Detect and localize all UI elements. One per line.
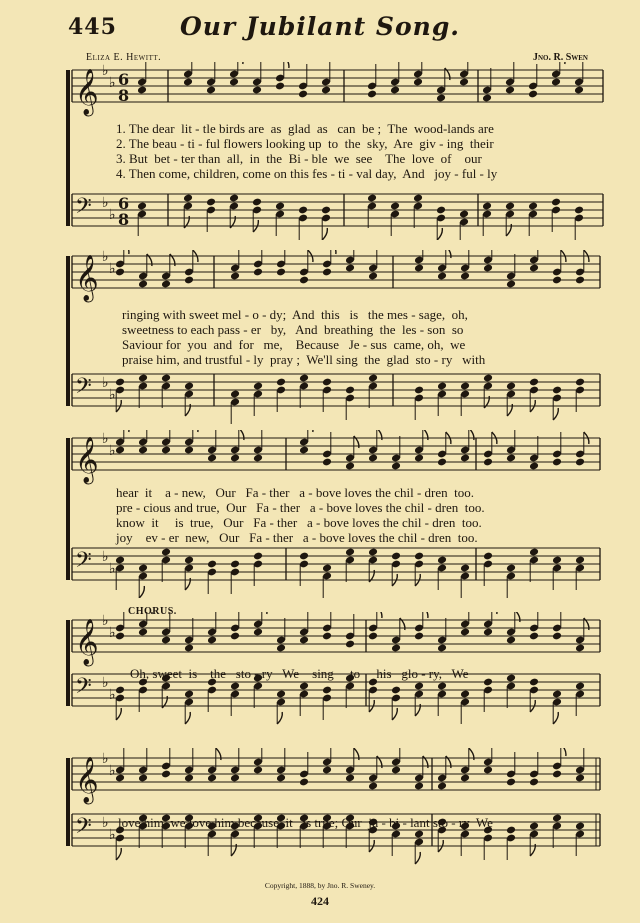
note-head	[437, 382, 447, 391]
note-head	[529, 548, 539, 557]
note-head	[483, 628, 493, 637]
note-head	[184, 446, 194, 455]
note-head	[552, 556, 562, 565]
note-head	[505, 202, 515, 211]
flat-icon: ♭	[102, 250, 109, 265]
note-head	[529, 678, 539, 687]
note-head	[230, 390, 240, 399]
note-head	[184, 382, 194, 391]
note-head	[138, 374, 148, 383]
note-head	[322, 458, 332, 467]
flat-icon: ♭	[102, 195, 109, 211]
treble-clef-icon: 𝄞	[75, 69, 99, 115]
time-signature-bottom: 8	[118, 210, 130, 229]
note-head	[252, 198, 262, 207]
treble-clef-icon: 𝄞	[75, 619, 99, 665]
note-head	[414, 782, 424, 791]
note-head	[321, 86, 331, 95]
note-flag	[284, 62, 289, 68]
note-head	[460, 272, 470, 281]
note-head	[460, 454, 470, 463]
note-head	[137, 86, 147, 95]
lyric-line: hear it a - new, Our Fa - ther a - bove loves the chil - dren too.	[116, 485, 474, 500]
note-head	[138, 628, 148, 637]
note-head	[529, 462, 539, 471]
note-head	[299, 374, 309, 383]
bass-clef-icon: 𝄢	[75, 674, 92, 704]
note-head	[506, 280, 516, 289]
note-head	[414, 264, 424, 273]
note-head	[138, 280, 148, 289]
note-head	[552, 458, 562, 467]
note-head	[437, 782, 447, 791]
note-head	[184, 690, 194, 699]
note-head	[367, 90, 377, 99]
note-head	[575, 644, 585, 653]
note-head	[322, 268, 332, 277]
lyric-line: ringing with sweet mel - o - dy; And this is the mes - sage, oh,	[122, 307, 468, 322]
note-flag	[308, 430, 313, 432]
note-head	[391, 462, 401, 471]
note-head	[299, 636, 309, 645]
note-flag	[377, 612, 382, 618]
hymn-number: 445	[68, 14, 117, 40]
note-head	[552, 276, 562, 285]
note-head	[483, 552, 493, 561]
note-head	[459, 78, 469, 87]
note-head	[414, 386, 424, 395]
note-head	[115, 268, 125, 277]
note-head	[460, 690, 470, 699]
note-head	[206, 86, 216, 95]
note-head	[161, 446, 171, 455]
treble-clef-icon: 𝄞	[75, 255, 99, 301]
note-head	[184, 774, 194, 783]
note-flag	[446, 250, 451, 258]
lyric-line: Saviour for you and for me, Because Je - sus came, oh, we	[122, 337, 466, 352]
note-head	[437, 458, 447, 467]
note-head	[506, 454, 516, 463]
note-head	[529, 778, 539, 787]
note-head	[414, 682, 424, 691]
note-flag	[423, 612, 428, 618]
note-head	[506, 636, 516, 645]
note-head	[321, 206, 331, 215]
note-head	[253, 766, 263, 775]
flat-icon: ♭	[109, 625, 116, 641]
treble-clef-icon: 𝄞	[75, 437, 99, 483]
lyric-line: know it is true, Our Fa - ther a - bove loves the chil - dren too.	[116, 515, 482, 530]
note-head	[115, 378, 125, 387]
note-head	[298, 90, 308, 99]
note-head	[345, 462, 355, 471]
note-head	[552, 632, 562, 641]
note-flag	[193, 430, 198, 432]
note-head	[345, 386, 355, 395]
note-head	[230, 454, 240, 463]
note-flag	[392, 708, 397, 720]
note-head	[482, 202, 492, 211]
note-head	[298, 206, 308, 215]
flat-icon: ♭	[109, 763, 116, 779]
bass-clef-icon: 𝄢	[75, 814, 92, 844]
note-head	[161, 374, 171, 383]
note-head	[413, 78, 423, 87]
note-head	[276, 644, 286, 653]
note-head	[575, 458, 585, 467]
note-head	[460, 628, 470, 637]
note-head	[575, 822, 585, 831]
note-head	[275, 82, 285, 91]
lyric-line: sweetness to each pass - er by, And breathing the les - son so	[122, 322, 464, 337]
chorus-label: CHORUS.	[128, 606, 177, 617]
flat-icon: ♭	[109, 207, 116, 223]
note-flag	[322, 228, 327, 240]
composer-credit: Jno. R. Swen	[532, 52, 588, 63]
treble-clef-icon: 𝄞	[75, 757, 99, 803]
time-signature-top: 6	[118, 70, 130, 89]
lyric-line: 3. But bet - ter than all, in the Bi - ble we see The love of our	[116, 151, 482, 166]
note-head	[506, 382, 516, 391]
note-head	[551, 78, 561, 87]
note-head	[529, 378, 539, 387]
note-head	[574, 86, 584, 95]
note-head	[575, 556, 585, 565]
note-head	[437, 272, 447, 281]
note-head	[368, 454, 378, 463]
flat-icon: ♭	[102, 675, 109, 691]
note-head	[483, 458, 493, 467]
note-head	[230, 272, 240, 281]
flat-icon: ♭	[102, 549, 109, 565]
lyric-line: love him, we love him because it is true; Our ju - bi - lant sto - ry We	[118, 815, 493, 830]
flat-icon: ♭	[109, 387, 116, 403]
note-head	[460, 774, 470, 783]
note-head	[115, 774, 125, 783]
note-head	[483, 374, 493, 383]
bass-clef-icon: 𝄢	[75, 374, 92, 404]
note-head	[391, 766, 401, 775]
note-head	[506, 674, 516, 683]
note-head	[276, 268, 286, 277]
note-head	[390, 86, 400, 95]
lyric-line: 4. Then come, children, come on this fes - ti - val day, And joy - ful - ly	[116, 166, 498, 181]
note-head	[115, 556, 125, 565]
note-head	[574, 206, 584, 215]
note-head	[391, 644, 401, 653]
note-head	[229, 194, 239, 203]
note-head	[528, 90, 538, 99]
note-flag	[238, 62, 243, 64]
note-head	[161, 548, 171, 557]
note-head	[483, 766, 493, 775]
flat-icon: ♭	[102, 431, 109, 447]
note-head	[161, 280, 171, 289]
lyric-line: 2. The beau - ti - ful flowers looking up to the sky, Are giv - ing their	[116, 136, 494, 151]
note-flag	[139, 586, 144, 598]
note-head	[368, 374, 378, 383]
note-head	[183, 194, 193, 203]
note-flag	[553, 712, 558, 724]
note-head	[414, 830, 424, 839]
note-head	[138, 774, 148, 783]
time-signature-top: 6	[118, 194, 130, 213]
note-head	[506, 778, 516, 787]
note-head	[575, 378, 585, 387]
note-head	[253, 454, 263, 463]
note-head	[345, 774, 355, 783]
note-head	[551, 198, 561, 207]
note-head	[552, 814, 562, 823]
note-head	[437, 644, 447, 653]
note-head	[230, 632, 240, 641]
lyric-line: praise him, and trustful - ly pray ; We'll sing the glad sto - ry with	[122, 352, 486, 367]
music-system-5	[0, 748, 640, 880]
note-flag	[277, 712, 282, 724]
flat-icon: ♭	[102, 815, 109, 831]
note-head	[368, 632, 378, 641]
note-head	[276, 378, 286, 387]
lyricist-credit: Eliza E. Hewitt.	[86, 52, 162, 63]
note-flag	[116, 848, 121, 860]
note-head	[483, 264, 493, 273]
note-head	[345, 548, 355, 557]
note-head	[414, 632, 424, 641]
note-head	[437, 682, 447, 691]
note-head	[414, 552, 424, 561]
note-head	[505, 86, 515, 95]
note-flag	[116, 708, 121, 720]
note-flag	[553, 408, 558, 420]
note-head	[459, 210, 469, 219]
note-head	[413, 194, 423, 203]
page-number: 424	[311, 894, 329, 908]
note-head	[276, 690, 286, 699]
note-head	[368, 548, 378, 557]
flat-icon: ♭	[102, 751, 109, 767]
note-head	[414, 454, 424, 463]
note-head	[230, 560, 240, 569]
note-flag	[124, 430, 129, 432]
note-head	[529, 822, 539, 831]
lyric-line: 1. The dear lit - tle birds are as glad as can be ; The wood-lands are	[116, 121, 494, 136]
note-head	[253, 628, 263, 637]
lyric-line: pre - cious and true, Our Fa - ther a - bove loves the chil - dren too.	[116, 500, 485, 515]
note-head	[552, 690, 562, 699]
note-head	[345, 264, 355, 273]
note-head	[230, 774, 240, 783]
note-head	[436, 206, 446, 215]
note-head	[367, 194, 377, 203]
flat-icon: ♭	[109, 75, 116, 91]
note-head	[575, 774, 585, 783]
note-head	[529, 264, 539, 273]
note-head	[506, 564, 516, 573]
note-head	[299, 552, 309, 561]
note-head	[252, 86, 262, 95]
note-head	[207, 560, 217, 569]
note-head	[184, 276, 194, 285]
note-head	[528, 202, 538, 211]
note-head	[322, 378, 332, 387]
note-head	[276, 774, 286, 783]
note-head	[322, 564, 332, 573]
note-head	[575, 682, 585, 691]
note-flag	[185, 712, 190, 724]
note-head	[138, 446, 148, 455]
flat-icon: ♭	[109, 261, 116, 277]
note-flag	[262, 612, 267, 614]
note-head	[184, 556, 194, 565]
note-head	[299, 276, 309, 285]
note-head	[206, 198, 216, 207]
note-head	[368, 272, 378, 281]
note-head	[506, 826, 516, 835]
note-head	[483, 678, 493, 687]
note-head	[391, 552, 401, 561]
note-head	[115, 632, 125, 641]
note-head	[161, 636, 171, 645]
note-head	[183, 78, 193, 87]
flat-icon: ♭	[109, 687, 116, 703]
note-flag	[124, 250, 129, 254]
note-head	[253, 552, 263, 561]
note-head	[115, 446, 125, 455]
bass-clef-icon: 𝄢	[75, 194, 92, 224]
note-flag	[415, 852, 420, 864]
note-head	[368, 782, 378, 791]
note-head	[253, 382, 263, 391]
note-head	[275, 202, 285, 211]
flat-icon: ♭	[102, 613, 109, 629]
note-flag	[561, 748, 566, 756]
note-head	[207, 636, 217, 645]
note-head	[299, 682, 309, 691]
note-head	[207, 774, 217, 783]
note-head	[161, 770, 171, 779]
note-head	[138, 564, 148, 573]
note-head	[460, 382, 470, 391]
note-head	[229, 78, 239, 87]
copyright-notice: Copyright, 1888, by Jno. R. Sweney.	[264, 881, 376, 890]
note-head	[322, 766, 332, 775]
note-flag	[331, 250, 336, 254]
note-head	[436, 94, 446, 103]
bass-clef-icon: 𝄢	[75, 548, 92, 578]
note-head	[299, 446, 309, 455]
note-head	[299, 778, 309, 787]
lyric-line: joy ev - er new, Our Fa - ther a - bove loves the chil - dren too.	[116, 530, 478, 545]
note-head	[552, 770, 562, 779]
note-head	[253, 268, 263, 277]
note-head	[575, 276, 585, 285]
note-head	[230, 682, 240, 691]
note-flag	[560, 62, 565, 64]
note-head	[391, 686, 401, 695]
note-head	[322, 632, 332, 641]
flat-icon: ♭	[102, 375, 109, 391]
hymn-title: Our Jubilant Song.	[179, 12, 461, 41]
note-head	[184, 644, 194, 653]
note-head	[460, 564, 470, 573]
time-signature-bottom: 8	[118, 86, 130, 105]
flat-icon: ♭	[102, 63, 109, 79]
note-head	[322, 686, 332, 695]
note-head	[552, 386, 562, 395]
flat-icon: ♭	[109, 561, 116, 577]
lyric-line: Oh, sweet is the sto - ry We sing to his glo - ry, We	[130, 666, 469, 681]
note-head	[390, 202, 400, 211]
note-head	[529, 632, 539, 641]
note-head	[115, 686, 125, 695]
note-head	[482, 94, 492, 103]
note-head	[437, 556, 447, 565]
flat-icon: ♭	[109, 443, 116, 459]
note-flag	[492, 612, 497, 614]
note-head	[207, 454, 217, 463]
note-head	[345, 640, 355, 649]
note-head	[137, 202, 147, 211]
note-flag	[437, 228, 442, 240]
flat-icon: ♭	[109, 827, 116, 843]
